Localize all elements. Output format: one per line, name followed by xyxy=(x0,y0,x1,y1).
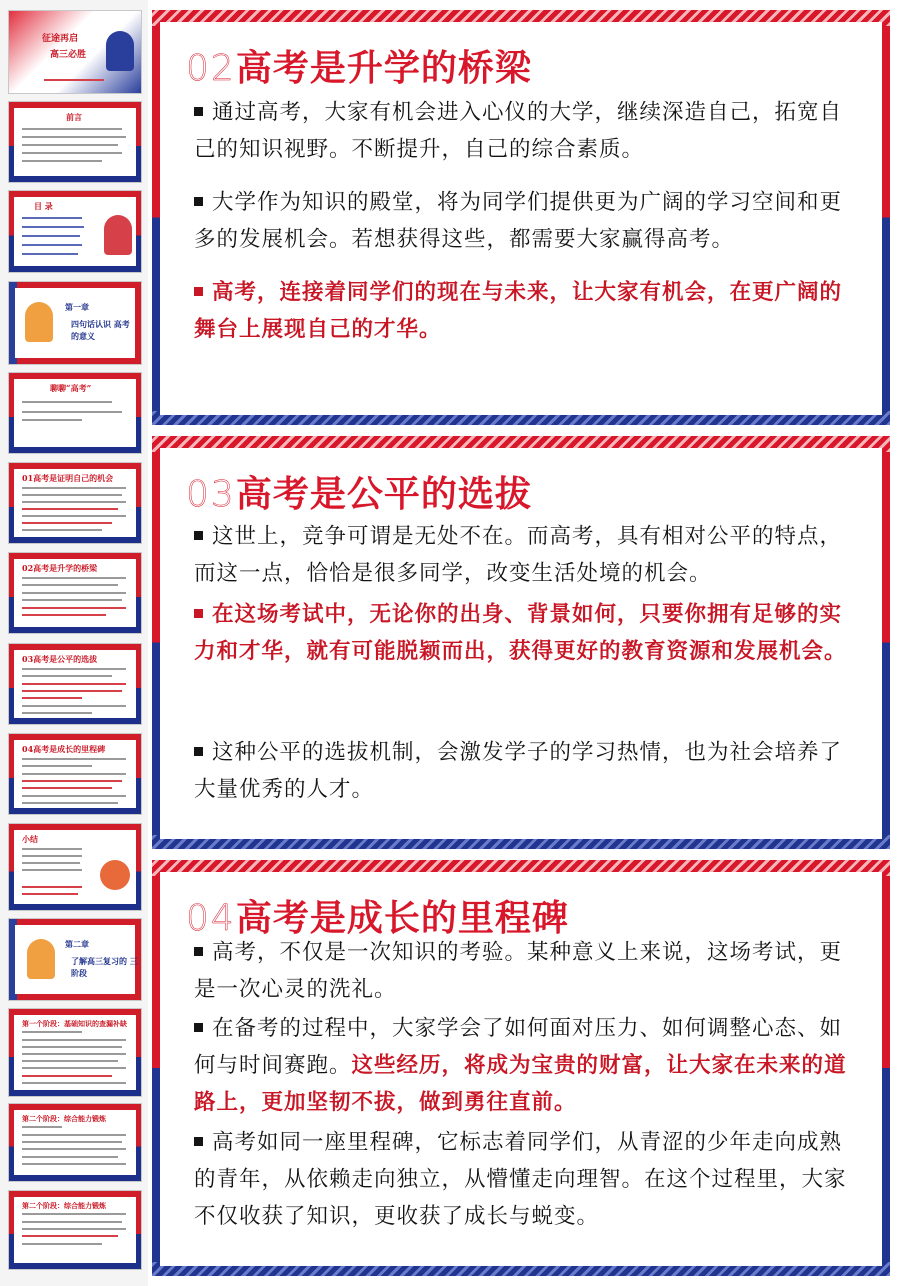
slide-thumbnail-9[interactable] xyxy=(8,733,142,815)
slide-thumbnail-panel xyxy=(0,0,148,1286)
slide-thumbnail-1[interactable] xyxy=(8,10,142,94)
bullet-square-icon xyxy=(194,947,203,956)
thumbnail-subtitle: 四句话认识 高考的意义 xyxy=(71,319,130,341)
thumbnail-subtitle: 了解高三复习的 三阶段 xyxy=(71,956,138,978)
slide-thumbnail-5[interactable] xyxy=(8,372,142,454)
lantern-illustration xyxy=(100,860,130,890)
thumbnail-subtitle: 高三必胜 xyxy=(50,50,87,60)
thumbnail-title: 征途再启 xyxy=(42,34,79,44)
slide-thumbnail-4[interactable] xyxy=(8,281,142,365)
thumbnail-title: 小结 xyxy=(22,834,38,844)
slide-thumbnail-11[interactable] xyxy=(8,918,142,1001)
slide-title: 高考是公平的选拔 xyxy=(235,474,532,515)
slide-heading xyxy=(186,40,532,91)
thumbnail-title: 聊聊“高考” xyxy=(50,383,92,393)
bullet-square-icon xyxy=(194,609,203,618)
slide-thumbnail-6[interactable] xyxy=(8,462,142,544)
slide-thumbnail-14[interactable] xyxy=(8,1190,142,1270)
thumbnail-title: 目 录 xyxy=(34,201,53,211)
thumbnail-title: 第一个阶段：基础知识的查漏补缺 xyxy=(22,1019,127,1028)
slide-thumbnail-10[interactable] xyxy=(8,823,142,911)
thumbnail-title: 第二个阶段：综合能力锻炼 xyxy=(22,1114,106,1123)
bullet-paragraph-highlight: 高考，连接着同学们的现在与未来，让大家有机会，在更广阔的舞台上展现自己的才华。 xyxy=(194,280,843,342)
slide-content-card xyxy=(160,22,882,415)
section-number: 02 xyxy=(186,48,236,89)
student-illustration xyxy=(25,302,53,342)
thumbnail-title: 第二章 xyxy=(65,939,89,949)
bullet-square-icon xyxy=(194,747,203,756)
highlight-text: 这些经历，将成为宝贵的财富，让大家在未来的道路上，更加坚韧不拔，做到勇往直前。 xyxy=(194,1053,847,1115)
bullet-paragraph: 通过高考，大家有机会进入心仪的大学，继续深造自己，拓宽自己的知识视野。不断提升，自己的综合素质。 xyxy=(194,100,843,162)
slide-thumbnail-13[interactable] xyxy=(8,1103,142,1182)
books-illustration xyxy=(104,215,132,255)
student-illustration xyxy=(106,31,134,71)
slide-thumbnail-7[interactable] xyxy=(8,552,142,634)
bullet-paragraph: 这种公平的选拔机制，会激发学子的学习热情，也为社会培养了大量优秀的人才。 xyxy=(194,740,843,802)
thumbnail-title: 04高考是成长的里程碑 xyxy=(22,744,106,754)
slide-thumbnail-2[interactable] xyxy=(8,101,142,183)
bullet-paragraph: 高考如同一座里程碑，它标志着同学们，从青涩的少年走向成熟的青年，从依赖走向独立，从懵懂走向理智。在这个过程里，大家不仅收获了知识，更收获了成长与蜕变。 xyxy=(194,1130,847,1229)
thumbnail-title: 前言 xyxy=(66,112,82,122)
slide-content-card xyxy=(160,872,882,1266)
section-number: 03 xyxy=(186,474,236,515)
bullet-square-icon xyxy=(194,531,203,540)
bullet-paragraph: 高考，不仅是一次知识的考验。某种意义上来说，这场考试，更是一次心灵的洗礼。 xyxy=(194,940,843,1002)
section-number: 04 xyxy=(186,898,236,939)
bullet-square-icon xyxy=(194,1137,203,1146)
bullet-square-icon xyxy=(194,287,203,296)
slide-thumbnail-8[interactable] xyxy=(8,643,142,725)
slide-02 xyxy=(152,10,890,425)
thumbnail-title: 02高考是升学的桥梁 xyxy=(22,563,98,573)
slide-heading xyxy=(186,466,532,517)
slide-title: 高考是升学的桥梁 xyxy=(235,48,532,89)
bullet-square-icon xyxy=(194,1023,203,1032)
thumbnail-title: 03高考是公平的选拔 xyxy=(22,654,98,664)
thumbnail-title: 第一章 xyxy=(65,302,89,312)
thumbnail-title: 第二个阶段：综合能力锻炼 xyxy=(22,1201,106,1210)
bullet-paragraph: 大学作为知识的殿堂，将为同学们提供更为广阔的学习空间和更多的发展机会。若想获得这些，都需要大家赢得高考。 xyxy=(194,190,843,252)
slide-content-card xyxy=(160,448,882,839)
thumbnail-title: 01高考是证明自己的机会 xyxy=(22,473,114,483)
slide-03 xyxy=(152,436,890,849)
bullet-square-icon xyxy=(194,107,203,116)
student-illustration xyxy=(27,939,55,979)
slide-thumbnail-3[interactable] xyxy=(8,190,142,273)
bullet-paragraph: 这世上，竞争可谓是无处不在。而高考，具有相对公平的特点，而这一点，恰恰是很多同学，改变生活处境的机会。 xyxy=(194,524,843,586)
slide-thumbnail-12[interactable] xyxy=(8,1008,142,1097)
bullet-paragraph: 在备考的过程中，大家学会了如何面对压力、如何调整心态、如何与时间赛跑。这些经历，将成为宝贵的财富，让大家在未来的道路上，更加坚韧不拔，做到勇往直前。 xyxy=(194,1016,847,1115)
bullet-paragraph-highlight: 在这场考试中，无论你的出身、背景如何，只要你拥有足够的实力和才华，就有可能脱颖而出，获得更好的教育资源和发展机会。 xyxy=(194,602,847,664)
bullet-square-icon xyxy=(194,197,203,206)
slide-04 xyxy=(152,860,890,1276)
slide-title: 高考是成长的里程碑 xyxy=(235,898,569,939)
